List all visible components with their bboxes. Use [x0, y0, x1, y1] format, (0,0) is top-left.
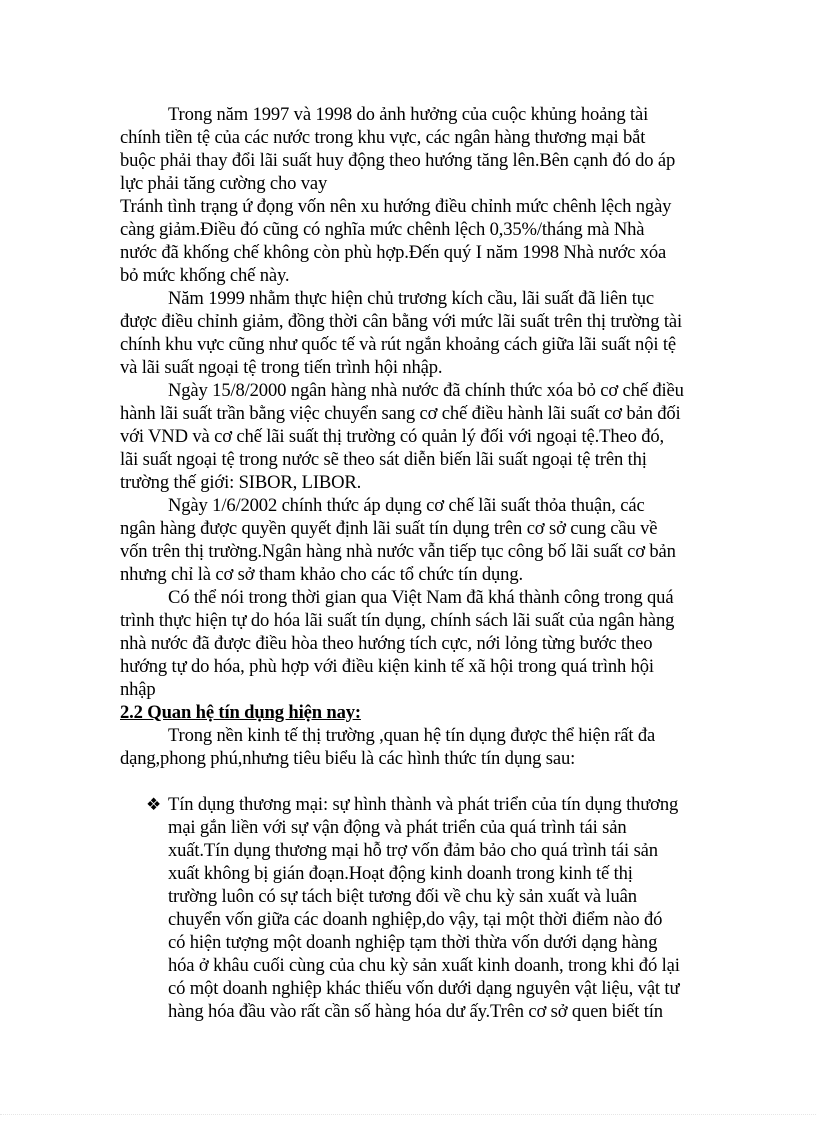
section-heading: 2.2 Quan hệ tín dụng hiện nay:: [120, 702, 361, 723]
bullet-text-line: có hiện tượng một doanh nghiệp tạm thời thừa vốn dưới dạng hàng: [168, 932, 658, 953]
bullet-text-line: hóa ở khâu cuối cùng của chu kỳ sản xuất kinh doanh, trong khi đó lại: [168, 955, 680, 976]
text-line: lực phải tăng cường cho vay: [120, 173, 328, 194]
bullet-text-line: mại gắn liền với sự vận động và phát triển của quá trình tái sản: [168, 817, 627, 838]
text-line: Trong nền kinh tế thị trường ,quan hệ tín dụng được thể hiện rất đa: [168, 725, 656, 746]
text-line: hướng tự do hóa, phù hợp với điều kiện kinh tế xã hội trong quá trình hội: [120, 656, 654, 677]
text-line: hành lãi suất trần bằng việc chuyển sang cơ chế điều hành lãi suất cơ bản đối: [120, 403, 681, 424]
text-line: vốn trên thị trường.Ngân hàng nhà nước vẫn tiếp tục công bố lãi suất cơ bản: [120, 541, 676, 562]
text-line: Ngày 1/6/2002 chính thức áp dụng cơ chế lãi suất thỏa thuận, các: [168, 495, 645, 516]
text-line: Có thể nói trong thời gian qua Việt Nam đã khá thành công trong quá: [168, 587, 674, 608]
text-line: buộc phải thay đổi lãi suất huy động theo hướng tăng lên.Bên cạnh đó do áp: [120, 150, 676, 171]
text-line: và lãi suất ngoại tệ trong tiến trình hội nhập.: [120, 357, 443, 378]
text-line: được điều chỉnh giảm, đồng thời cân bằng với mức lãi suất trên thị trường tài: [120, 311, 682, 332]
text-line: Năm 1999 nhằm thực hiện chủ trương kích cầu, lãi suất đã liên tục: [168, 288, 654, 309]
bullet-text-line: Tín dụng thương mại: sự hình thành và phát triển của tín dụng thương: [168, 794, 679, 815]
text-line: lãi suất ngoại tệ trong nước sẽ theo sát diễn biến lãi suất ngoại tệ trên thị: [120, 449, 647, 470]
bullet-text-line: xuất không bị gián đoạn.Hoạt động kinh doanh trong kinh tế thị: [168, 863, 633, 884]
text-line: trường thế giới: SIBOR, LIBOR.: [120, 472, 362, 493]
text-line: Ngày 15/8/2000 ngân hàng nhà nước đã chính thức xóa bỏ cơ chế điều: [168, 380, 684, 401]
bullet-text-line: hàng hóa đầu vào rất cần số hàng hóa dư ấy.Trên cơ sở quen biết tín: [168, 1001, 663, 1022]
text-line: nước đã khống chế không còn phù hợp.Đến quý I năm 1998 Nhà nước xóa: [120, 242, 667, 263]
text-line: Tránh tình trạng ứ đọng vốn nên xu hướng điều chỉnh mức chênh lệch ngày: [120, 196, 672, 217]
text-line: nhập: [120, 679, 156, 700]
diamond-bullet-icon: ❖: [146, 795, 162, 814]
text-line: chính tiền tệ của các nước trong khu vực, các ngân hàng thương mại bắt: [120, 127, 646, 148]
bullet-text-line: có một doanh nghiệp khác thiếu vốn dưới dạng nguyên vật liệu, vật tư: [168, 978, 680, 999]
text-line: chính khu vực cũng như quốc tế và rút ngắn khoảng cách giữa lãi suất nội tệ: [120, 334, 676, 355]
text-line: dạng,phong phú,nhưng tiêu biểu là các hình thức tín dụng sau:: [120, 748, 576, 769]
page-bottom-rule: [0, 1114, 816, 1115]
bullet-text-line: xuất.Tín dụng thương mại hỗ trợ vốn đảm bảo cho quá trình tái sản: [168, 840, 658, 861]
bullet-text-line: chuyển vốn giữa các doanh nghiệp,do vậy, tại một thời điểm nào đó: [168, 909, 663, 930]
text-line: bỏ mức khống chế này.: [120, 265, 290, 286]
text-line: trình thực hiện tự do hóa lãi suất tín dụng, chính sách lãi suất của ngân hàng: [120, 610, 675, 631]
text-line: càng giảm.Điều đó cũng có nghĩa mức chênh lệch 0,35%/tháng mà Nhà: [120, 219, 645, 240]
bullet-text-line: trường luôn có sự tách biệt tương đối về chu kỳ sản xuất và luân: [168, 886, 637, 907]
text-line: Trong năm 1997 và 1998 do ảnh hưởng của cuộc khủng hoảng tài: [168, 104, 649, 125]
text-line: với VND và cơ chế lãi suất thị trường có quản lý đối với ngoại tệ.Theo đó,: [120, 426, 665, 447]
text-line: ngân hàng được quyền quyết định lãi suất tín dụng trên cơ sở cung cầu về: [120, 518, 658, 539]
text-line: nhà nước đã được điều hòa theo hướng tích cực, nới lỏng từng bước theo: [120, 633, 653, 654]
text-line: nhưng chỉ là cơ sở tham khảo cho các tổ chức tín dụng.: [120, 564, 523, 585]
